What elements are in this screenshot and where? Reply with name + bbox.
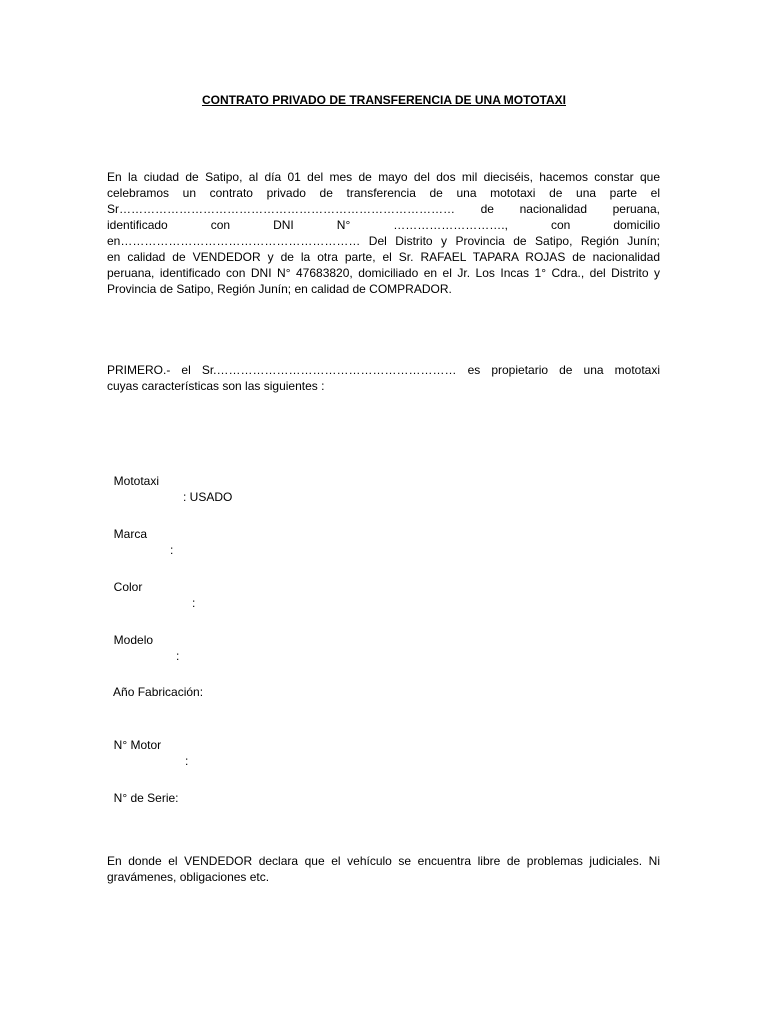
field-anio-fabricacion xyxy=(107,668,203,700)
field-value: : xyxy=(185,754,189,768)
primero-paragraph xyxy=(107,362,660,394)
field-modelo xyxy=(107,616,180,664)
intro-line: en calidad de VENDEDOR y de la otra parte, el Sr. RAFAEL TAPARA ROJAS de nacionalidad xyxy=(107,250,660,264)
field-label: Marca xyxy=(113,527,148,541)
field-value: : USADO xyxy=(183,490,233,504)
field-label: N° Motor xyxy=(113,738,162,752)
closing-paragraph xyxy=(107,853,660,885)
intro-line: En la ciudad de Satipo, al día 01 del mes de mayo del dos mil dieciséis, hacemos constar que xyxy=(107,170,660,184)
intro-line: identificado con DNI N° ………………………., con domicilio xyxy=(107,218,660,232)
intro-line: en…………………………………………………… Del Distrito y Provincia de Satipo, Región Junín; xyxy=(107,234,660,248)
intro-line: celebramos un contrato privado de transferencia de una mototaxi de una parte el xyxy=(107,186,660,200)
field-label: Color xyxy=(113,580,143,594)
primero-line: PRIMERO.- el Sr.…………………………………………………… es propietario de una mototaxi xyxy=(107,363,660,377)
field-mototaxi xyxy=(107,457,233,505)
field-value: : xyxy=(170,543,174,557)
field-numero-motor xyxy=(107,721,189,769)
field-color xyxy=(107,563,196,611)
field-label: Año Fabricación: xyxy=(113,685,204,699)
closing-line: En donde el VENDEDOR declara que el vehículo se encuentra libre de problemas judiciales. Ni xyxy=(107,854,660,868)
field-numero-serie xyxy=(107,774,179,806)
intro-paragraph xyxy=(107,169,660,297)
intro-line: Sr………………………………………………………………………… de nacionalidad peruana, xyxy=(107,202,660,216)
field-label: Modelo xyxy=(113,633,154,647)
field-label: N° de Serie: xyxy=(113,791,179,805)
document-title: CONTRATO PRIVADO DE TRANSFERENCIA DE UNA MOTOTAXI xyxy=(201,93,566,107)
field-label: Mototaxi xyxy=(113,474,160,488)
intro-line: Provincia de Satipo, Región Junín; en calidad de COMPRADOR. xyxy=(107,282,452,296)
field-value: : xyxy=(176,649,180,663)
closing-line: gravámenes, obligaciones etc. xyxy=(107,870,270,884)
primero-line: cuyas características son las siguientes : xyxy=(107,379,325,393)
field-value: : xyxy=(192,596,196,610)
field-marca xyxy=(107,510,174,558)
intro-line: peruana, identificado con DNI N° 47683820, domiciliado en el Jr. Los Incas 1° Cdra., del Distrito y xyxy=(107,266,660,280)
